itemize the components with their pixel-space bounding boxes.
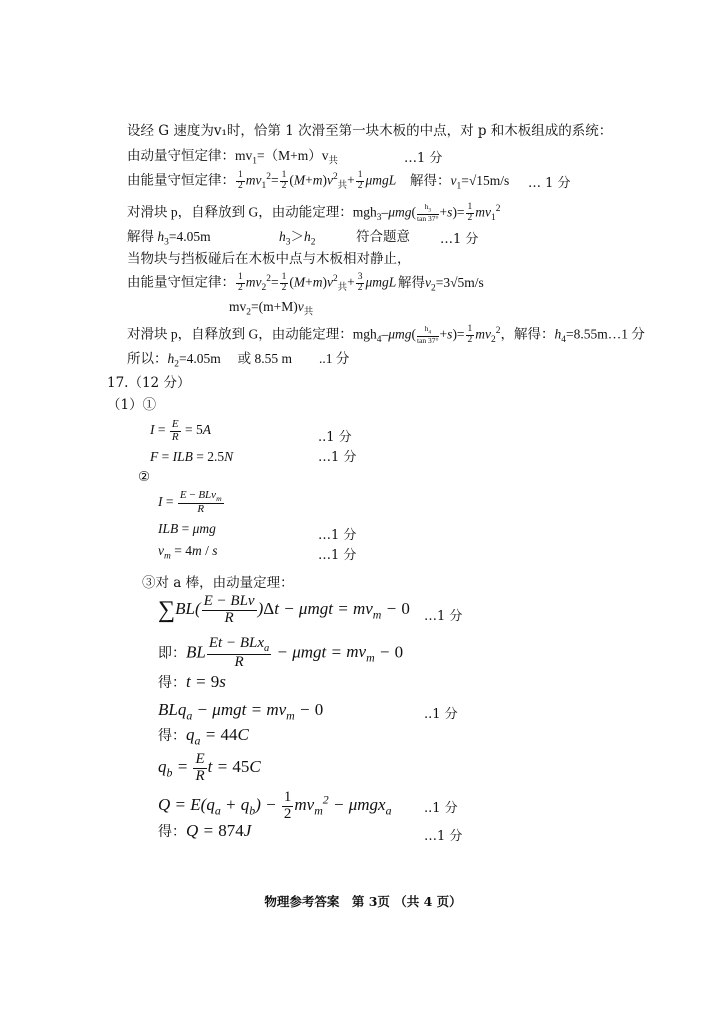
eq-qb: $q_b$ = $\frac{E}{R}$ t = 45C xyxy=(158,751,261,784)
score-9: ..1 分 xyxy=(424,707,458,722)
score-10: ..1 分 xyxy=(424,801,458,816)
eq-work-energy-1: 对滑块 p，自释放到 G，由动能定理：mgh$_3$–μmg( $\frac{h_3}{\tan 37^\circ}$ +s)= $\frac{1}{2}$ $mv_1^2$ xyxy=(127,201,501,224)
eq-energy-2: 由能量守恒定律： $\frac{1}{2}$ $mv_2^2=$ $\frac{1}{2}$ $(M+m)v^2_共+$ $\frac{3}{2}$ μmgL xyxy=(127,271,397,294)
line-collision: 当物块与挡板碰后在木板中点与木板相对静止， xyxy=(127,251,411,267)
eq-qa: 得：$q_a = 44C$ xyxy=(158,725,249,748)
q17-part1: （1）① xyxy=(107,397,157,413)
score-3: …1 分 xyxy=(440,232,479,247)
score-1: …1 分 xyxy=(404,151,443,166)
eq-current-2: I = E − BLv$_m$ R xyxy=(158,489,222,516)
eq-current-1: I = $\frac{E}{R}$ = 5A xyxy=(150,418,211,443)
score-8: …1 分 xyxy=(424,609,463,624)
eq-work-energy-2: 对滑块 p，自释放到 G，由动能定理：mgh$_4$–μmg( $\frac{h_4}{\tan 37^\circ}$ +s)= $\frac{1}{2}$ $mv_2^2$，解得：$h_4=8.55m\dots 1$ 分 xyxy=(127,323,645,346)
compare-h: $h_3>h_2$ xyxy=(279,229,316,248)
score-11: …1 分 xyxy=(424,829,463,844)
solve-v2: 解得$v_2=3√5m/s$ xyxy=(398,275,484,294)
eq-vm: $v_m = 4m / s$ xyxy=(158,543,218,562)
eq-balance: ILB = μmg xyxy=(158,521,216,536)
eq-impulse-sub: 即：BL Et − BLx$_a$ R − $\mu mgt = mv_m - 0$ xyxy=(158,635,404,671)
score-2: … 1 分 xyxy=(528,176,571,191)
fits-condition: 符合题意 xyxy=(356,229,410,245)
page-footer: 物理参考答案 第 3页 （共 4 页） xyxy=(264,894,462,909)
q17-title: 17.（12 分） xyxy=(107,375,191,391)
eq-heat: $Q = E(q_a + q_b)$ − $\frac{1}{2}$ $mv_m^2 - \mu mgx_a$ xyxy=(158,789,392,822)
step-three: ③对 a 棒，由动量定理： xyxy=(142,575,294,591)
score-5: …1 分 xyxy=(318,450,357,465)
eq-charge-a: $BLq_a - \mu mgt = mv_m - 0$ xyxy=(158,700,324,723)
score-6: …1 分 xyxy=(318,528,357,543)
circle-two: ② xyxy=(138,469,151,485)
eq-time: 得：t = 9s xyxy=(158,672,226,691)
eq-result: 得：Q = 874J xyxy=(158,821,252,840)
conclusion-h2: 所以：$h_2=4.05m$ 或 8.55 m ..1 分 xyxy=(127,351,350,370)
solve-h3: 解得 $h_3=4.05m$ xyxy=(127,229,211,248)
setup-text: 设经 G 速度为v₁时，恰第 1 次滑至第一块木板的中点，对 p 和木板组成的系统： xyxy=(127,123,613,139)
eq-impulse: ∑BL( E − BLv R )$\Delta t - \mu mgt = mv_m - 0$ xyxy=(158,593,410,626)
eq-momentum-2: $mv_2=(m+M)v_共$ xyxy=(229,299,314,318)
score-4: ..1 分 xyxy=(318,430,352,445)
line-setup xyxy=(127,122,612,140)
eq-force: F = ILB = 2.5N xyxy=(150,449,234,464)
score-7: …1 分 xyxy=(318,548,357,563)
eq-energy-1: 由能量守恒定律： $\frac{1}{2}$ $mv_1^2=$ $\frac{1}{2}$ $(M+m)v^2_共+$ $\frac{1}{2}$ μmgL xyxy=(127,169,397,192)
eq-momentum-1: 由动量守恒定律：$mv_1=(M+m)v_共$ xyxy=(127,148,338,167)
solve-v1: 解得：$v_1=√15m/s$ xyxy=(410,173,510,192)
